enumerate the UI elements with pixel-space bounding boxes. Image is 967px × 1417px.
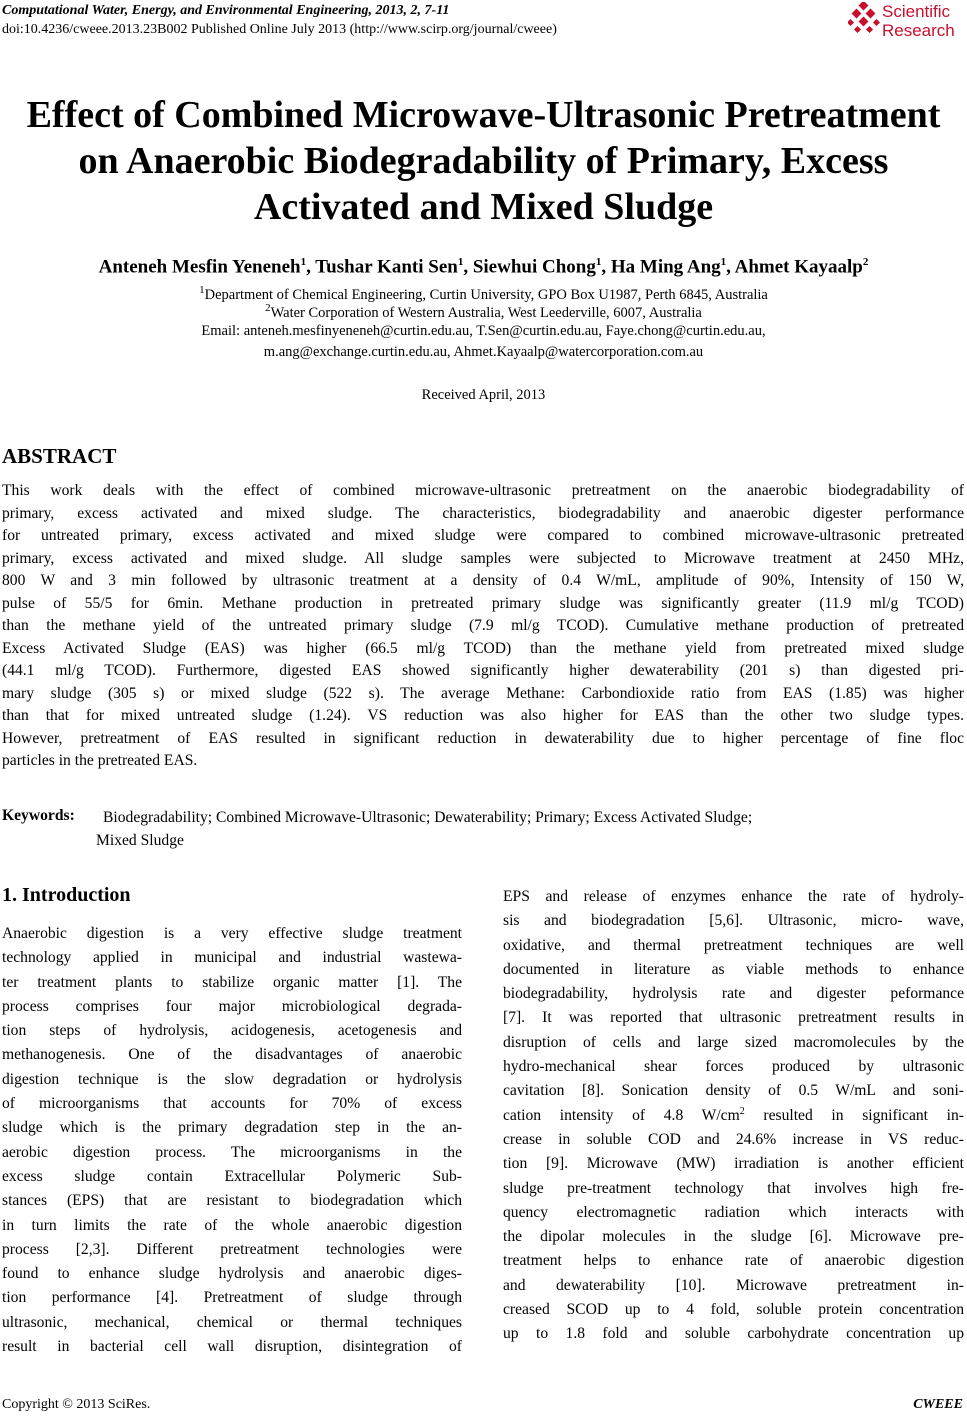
body-line: digestion technique is the slow degradation or hydrolysis <box>2 1070 462 1088</box>
body-line: methanogenesis. One of the disadvantages of anaerobic <box>2 1046 462 1064</box>
author-affiliation-mark: 1 <box>300 256 307 268</box>
abstract-line: primary, excess activated and mixed sludge. All sludge samples were subjected to Microwave treatment at 2450 MHz, <box>2 549 964 567</box>
intro-right-column <box>503 885 964 1347</box>
title-line-1: Effect of Combined Microwave-Ultrasonic Pretreatment <box>26 94 941 136</box>
author-affiliation-mark: 1 <box>457 256 464 268</box>
keywords-line: Biodegradability; Combined Microwave-Ultrasonic; Dewaterability; Primary; Excess Activated Sludge; <box>103 809 753 826</box>
abstract-line: This work deals with the effect of combined microwave-ultrasonic pretreatment on the anaerobic biodegradability of <box>2 482 964 499</box>
abstract-line: mary sludge (305 s) or mixed sludge (522 s). The average Methane: Carbondioxide ratio from EAS (1.85) was higher <box>2 684 964 702</box>
affiliation-text: Water Corporation of Western Australia, West Leederville, 6007, Australia <box>270 304 702 321</box>
body-line: the dipolar molecules in the sludge [6]. Microwave pre- <box>503 1228 964 1246</box>
abstract-line: particles in the pretreated EAS. <box>2 752 198 769</box>
body-line: and dewaterability [10]. Microwave pretreatment in- <box>503 1276 964 1294</box>
body-line: in turn limits the rate of the whole anaerobic digestion <box>2 1216 462 1234</box>
paper-title <box>0 92 967 230</box>
abstract-line: 800 W and 3 min followed by ultrasonic treatment at a density of 0.4 W/mL, amplitude of 90%, Intensity of 150 W, <box>2 572 964 589</box>
superscript: 2 <box>739 1105 745 1117</box>
intro-left-column <box>2 922 462 1359</box>
affiliation-number: 1 <box>199 284 205 296</box>
body-line: excess sludge contain Extracellular Polymeric Sub- <box>2 1167 462 1185</box>
keywords-line: Mixed Sludge <box>96 831 184 849</box>
copyright-notice: Copyright © 2013 SciRes. <box>2 1397 151 1412</box>
body-line: technology applied in municipal and industrial wastewa- <box>2 949 462 967</box>
keywords-label: Keywords: <box>2 807 75 824</box>
abstract-line: than that for mixed untreated sludge (1.24). VS reduction was also higher for EAS than the other two sludge types. <box>2 707 964 724</box>
body-line: sis and biodegradation [5,6]. Ultrasonic, micro- wave, <box>503 912 964 930</box>
body-line: ultrasonic, mechanical, chemical or thermal techniques <box>2 1313 462 1331</box>
author-name: Anteneh Mesfin Yeneneh <box>98 256 301 278</box>
body-line: found to enhance sludge hydrolysis and anaerobic diges- <box>2 1265 462 1283</box>
affiliation-1 <box>0 284 967 304</box>
author-list: Anteneh Mesfin Yeneneh$^1$, Tushar Kanti Sen$^1$, Siewhui Chong$^1$, Ha Ming Ang$^1$, Ahmet Kayaalp$^2$ <box>98 256 869 278</box>
body-line: tion [9]. Microwave (MW) irradiation is another efficient <box>503 1155 964 1173</box>
body-line: stances (EPS) that are resistant to biodegradation which <box>2 1192 462 1210</box>
body-line: result in bacterial cell wall disruption, disintegration of <box>2 1338 462 1356</box>
author-name: Tushar Kanti Sen <box>315 256 458 278</box>
section-heading-introduction: 1. Introduction <box>2 884 131 906</box>
logo-text <box>882 2 955 40</box>
received-date: Received April, 2013 <box>421 387 546 403</box>
body-line: biodegradability, hydrolysis rate and digester peformance <box>503 985 964 1003</box>
body-line: process comprises four major microbiological degrada- <box>2 997 462 1015</box>
body-line: tion steps of hydrolysis, acidogenesis, acetogenesis and <box>2 1022 462 1040</box>
body-line: up to 1.8 fold and soluble carbohydrate concentration up <box>503 1325 964 1343</box>
abstract-body <box>2 480 964 773</box>
body-line-with-superscript <box>503 1104 964 1128</box>
title-line-2: on Anaerobic Biodegradability of Primary, Excess <box>78 140 889 182</box>
logo-line-2: Research <box>882 21 955 40</box>
author-name: Siewhui Chong <box>472 256 596 278</box>
body-line: Anaerobic digestion is a very effective sludge treatment <box>2 925 462 942</box>
author-affiliation-mark: 1 <box>595 256 602 268</box>
body-line: documented in literature as viable methods to enhance <box>503 960 964 978</box>
body-line: ter treatment plants to stabilize organic matter [1]. The <box>2 973 462 991</box>
logo-line-1: Scientific <box>882 2 951 21</box>
abstract-line: primary, excess activated and mixed sludge. The characteristics, biodegradability and anaerobic digester performance <box>2 504 964 522</box>
body-line: crease in soluble COD and 24.6% increase in VS reduc- <box>503 1130 964 1148</box>
title-line-3: Activated and Mixed Sludge <box>253 186 714 228</box>
body-line: disruption of cells and large sized macromolecules by the <box>503 1033 964 1051</box>
abstract-line: than the methane yield of the untreated primary sludge (7.9 ml/g TCOD). Cumulative methane production of pretreated <box>2 617 964 634</box>
email-line-2: m.ang@exchange.curtin.edu.au, Ahmet.Kayaalp@watercorporation.com.au <box>263 344 704 360</box>
scientific-research-logo <box>848 2 966 42</box>
body-line: aerobic digestion process. The microorganisms in the <box>2 1143 462 1161</box>
abstract-heading: ABSTRACT <box>2 444 117 468</box>
body-line: [7]. It was reported that ultrasonic pretreatment results in <box>503 1009 964 1027</box>
body-line: sludge which is the primary degradation step in the an- <box>2 1119 462 1137</box>
body-text: resulted in significant in- <box>744 1106 964 1124</box>
body-line: cavitation [8]. Sonication density of 0.5 W/mL and soni- <box>503 1082 964 1100</box>
author-name: Ha Ming Ang <box>610 256 721 278</box>
body-line: of microorganisms that accounts for 70% of excess <box>2 1095 462 1113</box>
abstract-line: However, pretreatment of EAS resulted in significant reduction in dewaterability due to higher percentage of fine floc <box>2 729 964 747</box>
author-affiliation-mark: 1 <box>720 256 727 268</box>
abstract-line: pulse of 55/5 for 6min. Methane production in pretreated primary sludge was significantly greater (11.9 ml/g TCOD) <box>2 594 964 612</box>
journal-abbreviation: CWEEE <box>913 1397 963 1412</box>
keywords-list <box>96 807 963 852</box>
body-line: creased SCOD up to 4 fold, soluble protein concentration <box>503 1301 964 1319</box>
author-affiliation-mark: 2 <box>862 256 869 268</box>
abstract-line: for untreated primary, excess activated and mixed sludge were compared to combined microwave-ultrasonic pretreated <box>2 527 964 544</box>
logo-mark-icon <box>848 2 880 36</box>
body-line: oxidative, and thermal pretreatment techniques are well <box>503 936 964 954</box>
affiliation-text: Department of Chemical Engineering, Curtin University, GPO Box U1987, Perth 6845, Australia <box>204 286 768 303</box>
affiliation-2 <box>0 302 967 322</box>
author-name: Ahmet Kayaalp <box>734 256 863 278</box>
email-line-1: Email: anteneh.mesfinyeneneh@curtin.edu.au, T.Sen@curtin.edu.au, Faye.chong@curtin.edu.au, <box>201 323 766 339</box>
abstract-line: (44.1 ml/g TCOD). Furthermore, digested EAS showed significantly higher dewaterability (201 s) than digested pri- <box>2 662 964 679</box>
doi-line: doi:10.4236/cweee.2013.23B002 Published Online July 2013 (http://www.scirp.org/journal/cweee) <box>2 22 557 37</box>
body-line: treatment helps to enhance rate of anaerobic digestion <box>503 1252 964 1270</box>
body-line: hydro-mechanical shear forces produced by ultrasonic <box>503 1058 964 1076</box>
body-line: process [2,3]. Different pretreatment technologies were <box>2 1240 462 1258</box>
body-line: quency electromagnetic radiation which interacts with <box>503 1203 964 1221</box>
abstract-line: Excess Activated Sludge (EAS) was higher (66.5 ml/g TCOD) than the methane yield from pretreated mixed sludge <box>2 639 964 657</box>
journal-citation: Computational Water, Energy, and Environmental Engineering, 2013, 2, 7-11 <box>2 3 450 18</box>
body-line: tion performance [4]. Pretreatment of sludge through <box>2 1289 462 1307</box>
affiliation-number: 2 <box>265 302 271 314</box>
body-line: sludge pre-treatment technology that involves high fre- <box>503 1179 964 1197</box>
body-line: EPS and release of enzymes enhance the rate of hydroly- <box>503 888 964 905</box>
body-text: cation intensity of 4.8 W/cm <box>503 1106 740 1124</box>
